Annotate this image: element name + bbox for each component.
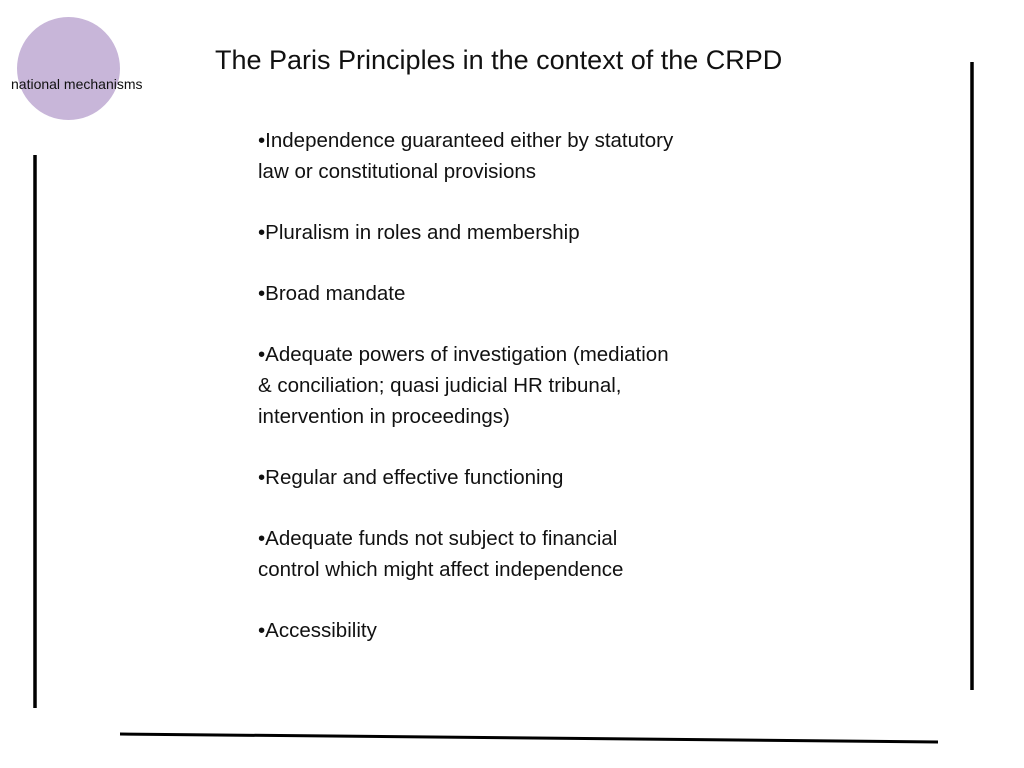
bullet-text-line: •Adequate funds not subject to financial [258, 527, 618, 550]
bullet-item [258, 339, 758, 432]
bullet-item [258, 523, 758, 585]
slide-title: The Paris Principles in the context of the CRPD [215, 45, 783, 75]
bullet-text-line: intervention in proceedings) [258, 405, 510, 428]
bullet-text-line: •Broad mandate [258, 282, 406, 305]
bullet-item [258, 217, 758, 248]
bullet-text-line: •Pluralism in roles and membership [258, 221, 580, 244]
bullet-text-line: •Accessibility [258, 619, 377, 642]
bullet-text-line: •Adequate powers of investigation (mediation [258, 343, 669, 366]
bullet-text-line: law or constitutional provisions [258, 160, 537, 183]
bullet-text-line: & conciliation; quasi judicial HR tribunal, [258, 374, 622, 397]
bullet-item [258, 462, 758, 493]
bullet-item [258, 278, 758, 309]
bullet-item [258, 125, 758, 187]
bottom-horizontal-line [120, 734, 938, 742]
bullet-text-line: •Independence guaranteed either by statutory [258, 129, 674, 152]
bullet-text-line: control which might affect independence [258, 558, 624, 581]
badge-label: national mechanisms [11, 76, 143, 92]
bullet-text-line: •Regular and effective functioning [258, 466, 564, 489]
bullet-list [258, 125, 758, 676]
bullet-item [258, 615, 758, 646]
